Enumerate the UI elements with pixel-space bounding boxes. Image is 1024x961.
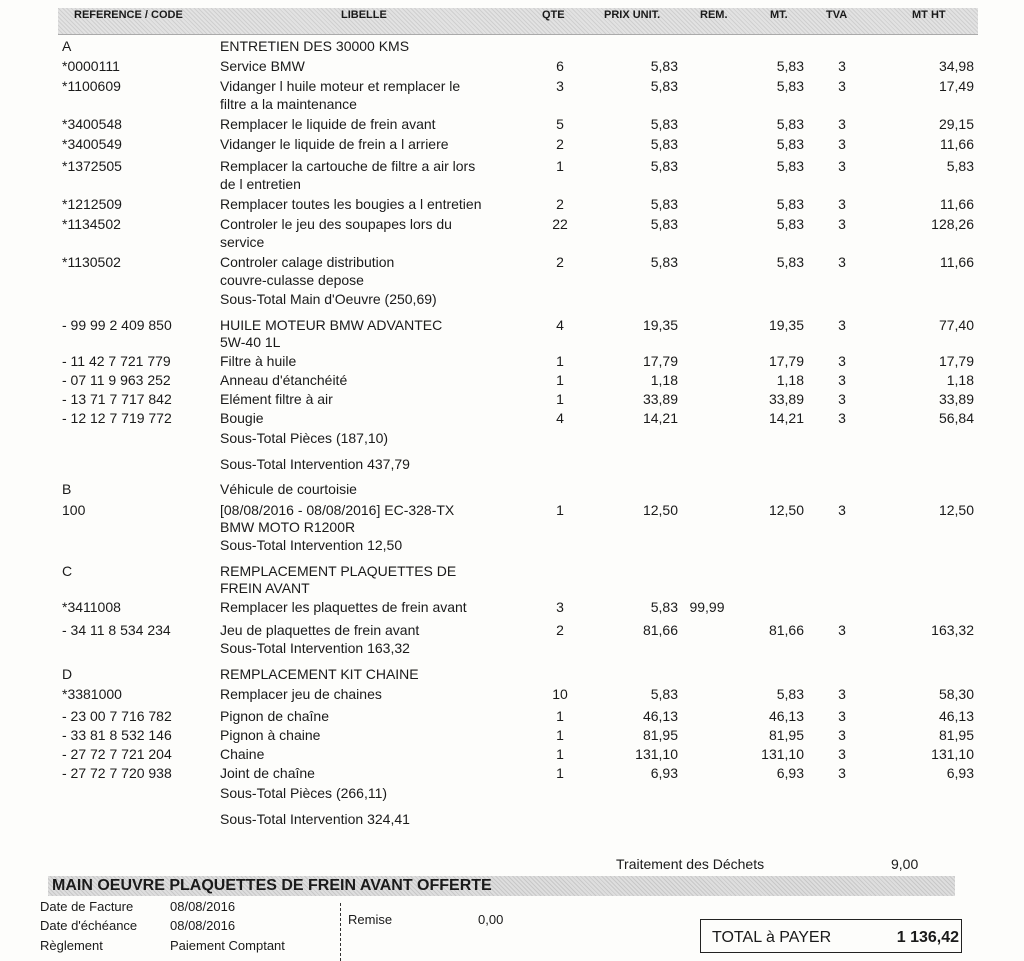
line-prix-unit: 5,83 bbox=[650, 216, 678, 232]
line-qte: 3 bbox=[556, 599, 564, 615]
invoice-line bbox=[0, 686, 1024, 706]
line-libelle: Bougie bbox=[220, 410, 264, 426]
line-ref: - 27 72 7 720 938 bbox=[62, 765, 172, 781]
invoice-line bbox=[0, 456, 1024, 476]
line-libelle: Filtre à huile bbox=[220, 353, 297, 369]
line-ref: - 11 42 7 721 779 bbox=[62, 353, 171, 369]
invoice-line bbox=[0, 811, 1024, 831]
line-libelle: Sous-Total Intervention 324,41 bbox=[220, 811, 410, 827]
line-tva: 3 bbox=[838, 116, 846, 132]
invoice-line bbox=[0, 234, 1024, 254]
invoice-line bbox=[0, 481, 1024, 501]
invoice-line bbox=[0, 727, 1024, 747]
invoice-line bbox=[0, 537, 1024, 557]
line-prix-unit: 5,83 bbox=[650, 116, 678, 132]
line-tva: 3 bbox=[838, 686, 846, 702]
total-label: TOTAL à PAYER bbox=[712, 929, 832, 946]
line-qte: 2 bbox=[556, 196, 564, 212]
invoice-line bbox=[0, 158, 1024, 178]
invoice-line bbox=[0, 622, 1024, 642]
line-qte: 5 bbox=[556, 116, 564, 132]
line-ref: - 33 81 8 532 146 bbox=[62, 727, 172, 743]
line-prix-unit: 5,83 bbox=[650, 686, 678, 702]
line-tva: 3 bbox=[838, 158, 846, 174]
reglement-label: Règlement bbox=[40, 938, 103, 953]
line-qte: 1 bbox=[556, 746, 564, 762]
line-libelle: Vidanger l huile moteur et remplacer le bbox=[220, 78, 461, 94]
line-qte: 4 bbox=[556, 317, 564, 333]
line-ref: *1134502 bbox=[62, 216, 121, 232]
invoice-line bbox=[0, 391, 1024, 411]
line-qte: 2 bbox=[556, 136, 564, 152]
invoice-line bbox=[0, 746, 1024, 766]
date-echeance-value: 08/08/2016 bbox=[170, 918, 236, 933]
line-libelle: Pignon de chaîne bbox=[220, 708, 329, 724]
invoice-line bbox=[0, 640, 1024, 660]
line-mt: 5,83 bbox=[776, 158, 804, 174]
line-libelle: service bbox=[220, 234, 265, 250]
line-prix-unit: 12,50 bbox=[642, 502, 678, 518]
line-ref: *0000111 bbox=[62, 58, 120, 74]
line-prix-unit: 81,66 bbox=[642, 622, 678, 638]
line-prix-unit: 6,93 bbox=[650, 765, 678, 781]
line-mt-ht: 5,83 bbox=[946, 158, 974, 174]
line-tva: 3 bbox=[838, 254, 846, 270]
line-libelle: Remplacer la cartouche de filtre a air lors bbox=[220, 158, 476, 174]
line-tva: 3 bbox=[838, 58, 846, 74]
line-libelle: Vidanger le liquide de frein a l arriere bbox=[220, 136, 449, 152]
invoice-line bbox=[0, 136, 1024, 156]
date-facture-value: 08/08/2016 bbox=[170, 899, 236, 914]
line-ref: - 13 71 7 717 842 bbox=[62, 391, 172, 407]
invoice-line bbox=[0, 38, 1024, 58]
line-mt: 5,83 bbox=[776, 216, 804, 232]
line-ref: *1212509 bbox=[62, 196, 122, 212]
line-tva: 3 bbox=[838, 317, 846, 333]
line-ref: D bbox=[62, 666, 73, 682]
line-libelle: 5W-40 1L bbox=[220, 334, 281, 350]
line-tva: 3 bbox=[838, 372, 846, 388]
line-ref: *3400548 bbox=[62, 116, 122, 132]
line-mt: 6,93 bbox=[776, 765, 804, 781]
line-libelle: REMPLACEMENT KIT CHAINE bbox=[220, 666, 419, 682]
line-mt: 81,95 bbox=[768, 727, 804, 743]
line-ref: *1100609 bbox=[62, 78, 121, 94]
line-qte: 2 bbox=[556, 254, 564, 270]
line-ref: - 07 11 9 963 252 bbox=[62, 372, 171, 388]
line-libelle: couvre-culasse depose bbox=[220, 272, 364, 288]
line-ref: - 12 12 7 719 772 bbox=[62, 410, 172, 426]
line-mt: 131,10 bbox=[761, 746, 804, 762]
invoice-line bbox=[0, 272, 1024, 292]
total-value: 1 136,42 bbox=[896, 929, 959, 946]
line-ref: *1372505 bbox=[62, 158, 122, 174]
line-mt: 5,83 bbox=[776, 254, 804, 270]
line-mt: 12,50 bbox=[768, 502, 804, 518]
header-prix-unit: PRIX UNIT. bbox=[604, 9, 661, 21]
line-libelle: FREIN AVANT bbox=[220, 580, 310, 596]
line-libelle: Service BMW bbox=[220, 58, 305, 74]
line-prix-unit: 1,18 bbox=[650, 372, 678, 388]
line-libelle: Joint de chaîne bbox=[220, 765, 315, 781]
header-mt-ht: MT HT bbox=[912, 9, 946, 21]
waste-label: Traitement des Déchets bbox=[616, 856, 765, 872]
line-qte: 1 bbox=[556, 765, 564, 781]
line-tva: 3 bbox=[838, 502, 846, 518]
invoice-line bbox=[0, 599, 1024, 619]
line-libelle: Jeu de plaquettes de frein avant bbox=[220, 622, 420, 638]
line-libelle: Sous-Total Intervention 437,79 bbox=[220, 456, 410, 472]
invoice-line bbox=[0, 96, 1024, 116]
line-libelle: Remplacer jeu de chaines bbox=[220, 686, 382, 702]
invoice-line bbox=[0, 196, 1024, 216]
line-qte: 1 bbox=[556, 391, 564, 407]
remise-label: Remise bbox=[348, 912, 393, 927]
line-mt-ht: 11,66 bbox=[940, 136, 974, 152]
line-qte: 1 bbox=[556, 353, 564, 369]
line-libelle: Sous-Total Main d'Oeuvre (250,69) bbox=[220, 291, 437, 307]
line-mt-ht: 58,30 bbox=[938, 686, 974, 702]
date-facture-label: Date de Facture bbox=[40, 899, 134, 914]
line-mt-ht: 46,13 bbox=[938, 708, 974, 724]
invoice-line bbox=[0, 580, 1024, 600]
invoice-line bbox=[0, 666, 1024, 686]
invoice-line bbox=[0, 785, 1024, 805]
line-libelle: HUILE MOTEUR BMW ADVANTEC bbox=[220, 317, 443, 333]
line-qte: 4 bbox=[556, 410, 564, 426]
invoice-line bbox=[0, 430, 1024, 450]
line-libelle: Sous-Total Intervention 12,50 bbox=[220, 537, 403, 553]
line-mt-ht: 29,15 bbox=[938, 116, 974, 132]
line-libelle: Véhicule de courtoisie bbox=[220, 481, 357, 497]
line-libelle: Anneau d'étanchéité bbox=[220, 372, 348, 388]
line-mt-ht: 34,98 bbox=[938, 58, 974, 74]
header-rem: REM. bbox=[700, 9, 728, 21]
line-libelle: Remplacer toutes les bougies a l entretien bbox=[220, 196, 482, 212]
line-prix-unit: 5,83 bbox=[650, 136, 678, 152]
line-mt-ht: 1,18 bbox=[946, 372, 974, 388]
line-prix-unit: 14,21 bbox=[642, 410, 678, 426]
line-libelle: Remplacer le liquide de frein avant bbox=[220, 116, 436, 132]
line-ref: B bbox=[62, 481, 72, 497]
offer-banner-text: MAIN OEUVRE PLAQUETTES DE FREIN AVANT OFFERTE bbox=[52, 877, 492, 894]
invoice-line bbox=[0, 176, 1024, 196]
line-mt: 5,83 bbox=[776, 78, 804, 94]
header-tva: TVA bbox=[826, 9, 848, 21]
line-libelle: filtre a la maintenance bbox=[220, 96, 357, 112]
line-prix-unit: 5,83 bbox=[650, 254, 678, 270]
line-qte: 1 bbox=[556, 708, 564, 724]
line-ref: *3381000 bbox=[62, 686, 122, 702]
line-rem: 99,99 bbox=[689, 599, 725, 615]
invoice-line bbox=[0, 58, 1024, 78]
line-prix-unit: 5,83 bbox=[650, 599, 678, 615]
line-prix-unit: 17,79 bbox=[642, 353, 678, 369]
date-echeance-label: Date d'échéance bbox=[40, 918, 138, 933]
line-mt: 5,83 bbox=[776, 136, 804, 152]
line-tva: 3 bbox=[838, 78, 846, 94]
invoice-line bbox=[0, 519, 1024, 539]
line-prix-unit: 131,10 bbox=[635, 746, 678, 762]
table-header bbox=[58, 8, 978, 35]
line-mt-ht: 131,10 bbox=[931, 746, 974, 762]
line-libelle: ENTRETIEN DES 30000 KMS bbox=[220, 38, 410, 54]
line-ref: *1130502 bbox=[62, 254, 121, 270]
line-ref: - 23 00 7 716 782 bbox=[62, 708, 172, 724]
line-mt-ht: 17,49 bbox=[938, 78, 974, 94]
footer-divider bbox=[340, 903, 341, 961]
invoice-line bbox=[0, 372, 1024, 392]
line-qte: 3 bbox=[556, 78, 564, 94]
line-libelle: Chaine bbox=[220, 746, 265, 762]
line-mt-ht: 11,66 bbox=[940, 254, 974, 270]
line-tva: 3 bbox=[838, 746, 846, 762]
invoice-line bbox=[0, 708, 1024, 728]
line-mt-ht: 77,40 bbox=[938, 317, 974, 333]
line-libelle: Remplacer les plaquettes de frein avant bbox=[220, 599, 467, 615]
line-mt: 14,21 bbox=[768, 410, 804, 426]
line-qte: 6 bbox=[556, 58, 564, 74]
line-mt: 5,83 bbox=[776, 58, 804, 74]
line-qte: 2 bbox=[556, 622, 564, 638]
line-ref: *3400549 bbox=[62, 136, 122, 152]
line-libelle: REMPLACEMENT PLAQUETTES DE bbox=[220, 563, 457, 579]
invoice-line bbox=[0, 291, 1024, 311]
reglement-value: Paiement Comptant bbox=[170, 938, 285, 953]
line-prix-unit: 81,95 bbox=[642, 727, 678, 743]
line-mt: 46,13 bbox=[768, 708, 804, 724]
header-libelle: LIBELLE bbox=[341, 9, 387, 21]
line-mt: 81,66 bbox=[768, 622, 804, 638]
line-mt-ht: 33,89 bbox=[938, 391, 974, 407]
header-reference: REFERENCE / CODE bbox=[74, 9, 183, 21]
line-mt: 17,79 bbox=[768, 353, 804, 369]
line-prix-unit: 5,83 bbox=[650, 58, 678, 74]
line-tva: 3 bbox=[838, 353, 846, 369]
line-libelle: Pignon à chaine bbox=[220, 727, 321, 743]
line-prix-unit: 5,83 bbox=[650, 196, 678, 212]
line-tva: 3 bbox=[838, 216, 846, 232]
line-libelle: Sous-Total Pièces (266,11) bbox=[220, 785, 388, 801]
line-libelle: [08/08/2016 - 08/08/2016] EC-328-TX bbox=[220, 502, 455, 518]
line-mt-ht: 128,26 bbox=[931, 216, 974, 232]
line-mt: 5,83 bbox=[776, 196, 804, 212]
line-tva: 3 bbox=[838, 391, 846, 407]
line-tva: 3 bbox=[838, 136, 846, 152]
offer-banner bbox=[48, 876, 955, 896]
header-mt: MT. bbox=[770, 9, 788, 21]
total-box bbox=[700, 919, 962, 953]
line-mt-ht: 6,93 bbox=[946, 765, 974, 781]
line-qte: 22 bbox=[552, 216, 568, 232]
line-tva: 3 bbox=[838, 196, 846, 212]
line-prix-unit: 5,83 bbox=[650, 78, 678, 94]
invoice-line bbox=[0, 765, 1024, 785]
line-libelle: de l entretien bbox=[220, 176, 301, 192]
line-tva: 3 bbox=[838, 622, 846, 638]
line-mt: 5,83 bbox=[776, 686, 804, 702]
line-tva: 3 bbox=[838, 727, 846, 743]
line-ref: - 99 99 2 409 850 bbox=[62, 317, 172, 333]
line-ref: - 34 11 8 534 234 bbox=[62, 622, 171, 638]
line-ref: - 27 72 7 721 204 bbox=[62, 746, 172, 762]
invoice-line bbox=[0, 334, 1024, 354]
line-qte: 1 bbox=[556, 158, 564, 174]
line-libelle: Sous-Total Intervention 163,32 bbox=[220, 640, 410, 656]
invoice-line bbox=[0, 353, 1024, 373]
line-mt: 5,83 bbox=[776, 116, 804, 132]
line-mt: 33,89 bbox=[768, 391, 804, 407]
remise-value: 0,00 bbox=[478, 912, 504, 927]
line-prix-unit: 5,83 bbox=[650, 158, 678, 174]
line-mt-ht: 17,79 bbox=[938, 353, 974, 369]
line-qte: 10 bbox=[552, 686, 568, 702]
line-libelle: BMW MOTO R1200R bbox=[220, 519, 356, 535]
line-mt-ht: 11,66 bbox=[940, 196, 974, 212]
line-libelle: Controler le jeu des soupapes lors du bbox=[220, 216, 452, 232]
line-qte: 1 bbox=[556, 372, 564, 388]
line-libelle: Controler calage distribution bbox=[220, 254, 395, 270]
line-tva: 3 bbox=[838, 410, 846, 426]
line-ref: *3411008 bbox=[62, 599, 121, 615]
line-prix-unit: 33,89 bbox=[642, 391, 678, 407]
line-tva: 3 bbox=[838, 708, 846, 724]
invoice-line bbox=[0, 254, 1024, 274]
line-tva: 3 bbox=[838, 765, 846, 781]
line-ref: C bbox=[62, 563, 73, 579]
line-mt: 1,18 bbox=[776, 372, 804, 388]
line-libelle: Elément filtre à air bbox=[220, 391, 333, 407]
line-qte: 1 bbox=[556, 502, 564, 518]
line-mt-ht: 163,32 bbox=[931, 622, 974, 638]
invoice-line bbox=[0, 216, 1024, 236]
invoice-line bbox=[0, 410, 1024, 430]
line-mt-ht: 56,84 bbox=[938, 410, 974, 426]
line-ref: 100 bbox=[62, 502, 86, 518]
line-mt-ht: 12,50 bbox=[938, 502, 974, 518]
invoice-line bbox=[0, 78, 1024, 98]
line-prix-unit: 46,13 bbox=[642, 708, 678, 724]
header-qte: QTE bbox=[542, 9, 565, 21]
line-prix-unit: 19,35 bbox=[642, 317, 678, 333]
line-mt: 19,35 bbox=[768, 317, 804, 333]
line-qte: 1 bbox=[556, 727, 564, 743]
waste-value: 9,00 bbox=[891, 856, 919, 872]
line-ref: A bbox=[62, 38, 72, 54]
invoice-line bbox=[0, 116, 1024, 136]
line-libelle: Sous-Total Pièces (187,10) bbox=[220, 430, 389, 446]
line-mt-ht: 81,95 bbox=[938, 727, 974, 743]
